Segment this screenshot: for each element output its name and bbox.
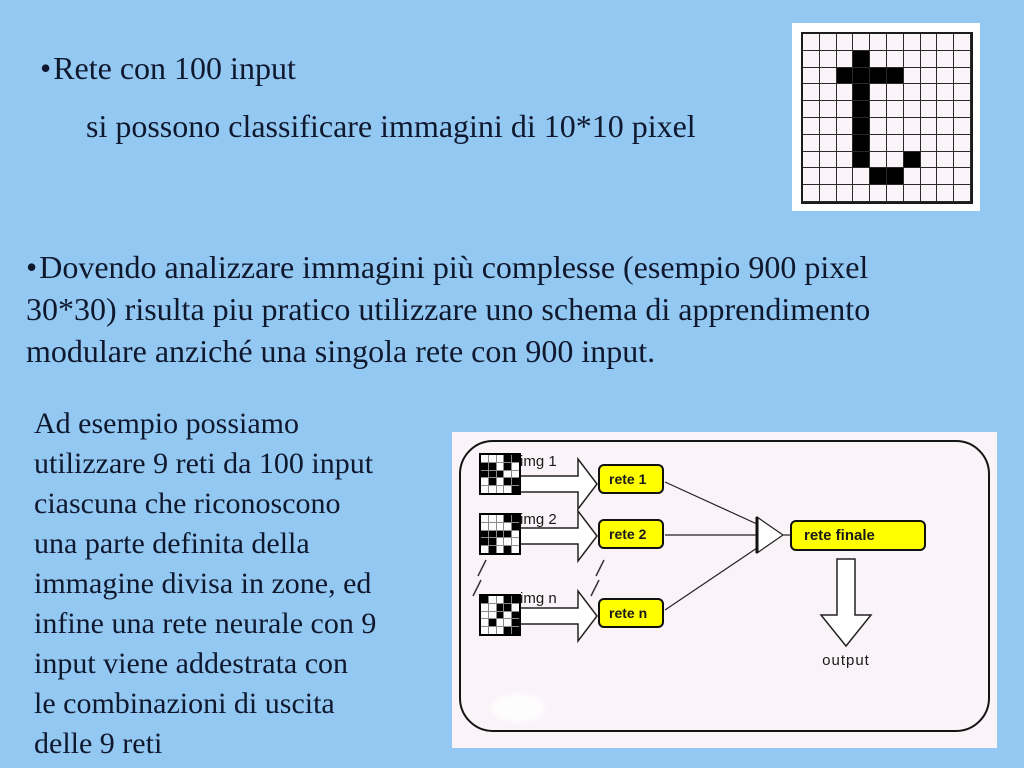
grid-cell bbox=[870, 152, 887, 169]
grid-cell bbox=[937, 51, 954, 68]
bullet-glyph: • bbox=[26, 249, 38, 285]
grid-cell bbox=[921, 118, 938, 135]
thumb-cell bbox=[512, 478, 519, 485]
label-img-1: img 1 bbox=[520, 453, 557, 470]
thumb-cell bbox=[481, 604, 488, 611]
block-arrow-output bbox=[821, 559, 871, 646]
thumb-cell bbox=[481, 596, 488, 603]
grid-cell bbox=[870, 168, 887, 185]
thumb-cell bbox=[512, 627, 519, 634]
label-img-2: img 2 bbox=[520, 511, 557, 528]
letter-grid bbox=[801, 32, 973, 204]
grid-cell bbox=[853, 185, 870, 202]
paragraph-line bbox=[26, 246, 870, 288]
grid-cell bbox=[937, 152, 954, 169]
grid-cell bbox=[954, 101, 971, 118]
grid-cell bbox=[954, 152, 971, 169]
grid-cell bbox=[937, 84, 954, 101]
grid-cell bbox=[837, 84, 854, 101]
thumb-cell bbox=[489, 531, 496, 538]
box-rete-1: rete 1 bbox=[598, 464, 664, 494]
grid-cell bbox=[837, 51, 854, 68]
paragraph-line: modulare anziché una singola rete con 900 input. bbox=[26, 333, 656, 369]
grid-cell bbox=[887, 168, 904, 185]
ellipsis-dashes-middle bbox=[591, 560, 604, 596]
paragraph-line: ciascuna che riconoscono bbox=[34, 487, 341, 520]
thumb-cell bbox=[504, 455, 511, 462]
grid-cell bbox=[887, 185, 904, 202]
grid-cell bbox=[820, 118, 837, 135]
grid-cell bbox=[803, 185, 820, 202]
thumb-cell bbox=[504, 627, 511, 634]
converging-lines bbox=[665, 482, 757, 610]
thumb-cell bbox=[512, 546, 519, 553]
box-rete-finale: rete finale bbox=[790, 520, 926, 551]
grid-cell bbox=[870, 34, 887, 51]
grid-cell bbox=[921, 135, 938, 152]
grid-cell bbox=[837, 152, 854, 169]
thumb-cell bbox=[497, 515, 504, 522]
grid-cell bbox=[853, 84, 870, 101]
grid-cell bbox=[803, 118, 820, 135]
grid-cell bbox=[820, 101, 837, 118]
thumb-cell bbox=[512, 538, 519, 545]
grid-cell bbox=[837, 101, 854, 118]
grid-cell bbox=[937, 185, 954, 202]
thumb-cell bbox=[497, 523, 504, 530]
grid-cell bbox=[937, 118, 954, 135]
grid-cell bbox=[937, 101, 954, 118]
grid-cell bbox=[803, 84, 820, 101]
thumb-cell bbox=[481, 531, 488, 538]
thumb-cell bbox=[489, 515, 496, 522]
grid-cell bbox=[853, 168, 870, 185]
box-rete-n: rete n bbox=[598, 598, 664, 628]
thumb-cell bbox=[512, 523, 519, 530]
thumb-cell bbox=[504, 463, 511, 470]
thumb-cell bbox=[481, 455, 488, 462]
grid-cell bbox=[904, 34, 921, 51]
thumb-cell bbox=[504, 612, 511, 619]
grid-cell bbox=[921, 68, 938, 85]
grid-cell bbox=[820, 51, 837, 68]
grid-cell bbox=[954, 185, 971, 202]
thumb-cell bbox=[497, 619, 504, 626]
thumb-cell bbox=[512, 463, 519, 470]
output-label: output bbox=[822, 652, 870, 669]
title-line-2-text: si possono classificare immagini di 10*10 pixel bbox=[86, 108, 696, 144]
paragraph-line: input viene addestrata con bbox=[34, 647, 349, 680]
thumb-cell bbox=[512, 619, 519, 626]
grid-cell bbox=[853, 34, 870, 51]
thumb-cell bbox=[497, 627, 504, 634]
thumb-cell bbox=[481, 471, 488, 478]
thumb-cell bbox=[481, 478, 488, 485]
grid-cell bbox=[904, 84, 921, 101]
grid-cell bbox=[887, 84, 904, 101]
thumb-cell bbox=[504, 596, 511, 603]
grid-cell bbox=[870, 51, 887, 68]
grid-cell bbox=[937, 135, 954, 152]
thumb-cell bbox=[489, 604, 496, 611]
grid-cell bbox=[837, 68, 854, 85]
grid-cell bbox=[803, 68, 820, 85]
thumb-cell bbox=[497, 486, 504, 493]
grid-cell bbox=[837, 34, 854, 51]
thumb-cell bbox=[504, 538, 511, 545]
thumb-cell bbox=[512, 596, 519, 603]
paragraph-line: una parte definita della bbox=[34, 527, 310, 560]
thumb-cell bbox=[497, 538, 504, 545]
grid-cell bbox=[887, 34, 904, 51]
grid-cell bbox=[904, 152, 921, 169]
title-line-1 bbox=[40, 50, 296, 87]
white-smudge-artifact bbox=[492, 694, 544, 722]
paragraph-line: immagine divisa in zone, ed bbox=[34, 567, 372, 600]
thumb-cell bbox=[489, 523, 496, 530]
grid-cell bbox=[820, 68, 837, 85]
paragraph-line: Ad esempio possiamo bbox=[34, 407, 299, 440]
thumb-cell bbox=[512, 531, 519, 538]
grid-cell bbox=[853, 135, 870, 152]
paragraph-line: 30*30) risulta piu pratico utilizzare uno schema di apprendimento bbox=[26, 291, 871, 327]
grid-cell bbox=[820, 185, 837, 202]
grid-cell bbox=[837, 135, 854, 152]
thumb-cell bbox=[497, 471, 504, 478]
paragraph-line: le combinazioni di uscita bbox=[34, 687, 335, 720]
title-line-1-text: Rete con 100 input bbox=[53, 50, 296, 86]
thumb-cell bbox=[504, 515, 511, 522]
grid-cell bbox=[853, 152, 870, 169]
bullet-glyph: • bbox=[40, 50, 52, 86]
grid-cell bbox=[954, 168, 971, 185]
grid-cell bbox=[954, 84, 971, 101]
grid-cell bbox=[921, 84, 938, 101]
thumb-cell bbox=[489, 546, 496, 553]
grid-cell bbox=[853, 51, 870, 68]
grid-cell bbox=[820, 168, 837, 185]
thumb-cell bbox=[481, 619, 488, 626]
grid-cell bbox=[954, 118, 971, 135]
thumbnail-img-1 bbox=[479, 453, 521, 495]
grid-cell bbox=[803, 34, 820, 51]
paragraph-line: delle 9 reti bbox=[34, 727, 163, 760]
grid-cell bbox=[921, 168, 938, 185]
thumb-cell bbox=[489, 478, 496, 485]
grid-cell bbox=[887, 51, 904, 68]
grid-cell bbox=[820, 34, 837, 51]
grid-cell bbox=[904, 118, 921, 135]
thumb-cell bbox=[489, 455, 496, 462]
thumb-cell bbox=[504, 523, 511, 530]
grid-cell bbox=[904, 68, 921, 85]
thumb-cell bbox=[489, 612, 496, 619]
thumb-cell bbox=[489, 596, 496, 603]
thumb-cell bbox=[497, 596, 504, 603]
thumb-cell bbox=[512, 604, 519, 611]
grid-cell bbox=[870, 118, 887, 135]
thumbnail-img-n bbox=[479, 594, 521, 636]
thumb-cell bbox=[489, 463, 496, 470]
grid-cell bbox=[937, 68, 954, 85]
grid-cell bbox=[837, 185, 854, 202]
grid-cell bbox=[853, 68, 870, 85]
grid-cell bbox=[837, 168, 854, 185]
grid-cell bbox=[904, 135, 921, 152]
grid-cell bbox=[904, 185, 921, 202]
grid-cell bbox=[887, 68, 904, 85]
paragraph-line-text: Dovendo analizzare immagini più complesse (esempio 900 pixel bbox=[39, 249, 869, 285]
grid-cell bbox=[904, 51, 921, 68]
thumb-cell bbox=[504, 478, 511, 485]
grid-cell bbox=[803, 135, 820, 152]
grid-cell bbox=[887, 101, 904, 118]
grid-cell bbox=[870, 68, 887, 85]
title-line-2 bbox=[86, 108, 696, 145]
ellipsis-dashes-left bbox=[473, 560, 486, 596]
grid-cell bbox=[921, 51, 938, 68]
thumb-cell bbox=[481, 627, 488, 634]
grid-cell bbox=[870, 135, 887, 152]
thumb-cell bbox=[497, 478, 504, 485]
thumb-cell bbox=[481, 612, 488, 619]
thumbnail-img-2 bbox=[479, 513, 521, 555]
grid-cell bbox=[937, 34, 954, 51]
thumb-cell bbox=[497, 604, 504, 611]
grid-cell bbox=[803, 101, 820, 118]
thumb-cell bbox=[481, 486, 488, 493]
grid-cell bbox=[853, 118, 870, 135]
grid-cell bbox=[887, 152, 904, 169]
grid-cell bbox=[820, 152, 837, 169]
paragraph-modular-learning bbox=[26, 246, 870, 372]
grid-cell bbox=[921, 101, 938, 118]
label-img-n: img n bbox=[520, 590, 557, 607]
grid-cell bbox=[904, 101, 921, 118]
thumb-cell bbox=[489, 486, 496, 493]
paragraph-line: utilizzare 9 reti da 100 input bbox=[34, 447, 374, 480]
grid-cell bbox=[954, 51, 971, 68]
thumb-cell bbox=[512, 471, 519, 478]
thumb-cell bbox=[504, 486, 511, 493]
grid-cell bbox=[921, 185, 938, 202]
thumb-cell bbox=[504, 471, 511, 478]
thumb-cell bbox=[497, 531, 504, 538]
thumb-cell bbox=[481, 546, 488, 553]
thumb-cell bbox=[512, 455, 519, 462]
grid-cell bbox=[870, 84, 887, 101]
grid-cell bbox=[870, 101, 887, 118]
thumb-cell bbox=[512, 612, 519, 619]
thumb-cell bbox=[489, 471, 496, 478]
thumb-cell bbox=[504, 604, 511, 611]
thumb-cell bbox=[489, 627, 496, 634]
grid-cell bbox=[887, 135, 904, 152]
grid-cell bbox=[954, 68, 971, 85]
thumb-cell bbox=[489, 619, 496, 626]
thumb-cell bbox=[504, 531, 511, 538]
thumb-cell bbox=[497, 455, 504, 462]
grid-cell bbox=[887, 118, 904, 135]
box-rete-2: rete 2 bbox=[598, 519, 664, 549]
grid-cell bbox=[921, 152, 938, 169]
grid-cell bbox=[870, 185, 887, 202]
merge-triangle bbox=[757, 517, 783, 553]
thumb-cell bbox=[481, 515, 488, 522]
grid-cell bbox=[954, 34, 971, 51]
thumb-cell bbox=[481, 523, 488, 530]
thumb-cell bbox=[504, 619, 511, 626]
thumb-cell bbox=[497, 546, 504, 553]
grid-cell bbox=[954, 135, 971, 152]
grid-cell bbox=[820, 84, 837, 101]
grid-cell bbox=[820, 135, 837, 152]
letter-t-image bbox=[792, 23, 980, 211]
grid-cell bbox=[937, 168, 954, 185]
thumb-cell bbox=[497, 612, 504, 619]
grid-cell bbox=[803, 168, 820, 185]
thumb-cell bbox=[497, 463, 504, 470]
thumb-cell bbox=[512, 515, 519, 522]
paragraph-line: infine una rete neurale con 9 bbox=[34, 607, 377, 640]
thumb-cell bbox=[489, 538, 496, 545]
thumb-cell bbox=[481, 463, 488, 470]
grid-cell bbox=[803, 51, 820, 68]
grid-cell bbox=[921, 34, 938, 51]
modular-network-diagram bbox=[452, 432, 997, 748]
grid-cell bbox=[904, 168, 921, 185]
thumb-cell bbox=[504, 546, 511, 553]
paragraph-nine-nets bbox=[34, 404, 376, 764]
grid-cell bbox=[837, 118, 854, 135]
thumb-cell bbox=[481, 538, 488, 545]
thumb-cell bbox=[512, 486, 519, 493]
grid-cell bbox=[803, 152, 820, 169]
grid-cell bbox=[853, 101, 870, 118]
